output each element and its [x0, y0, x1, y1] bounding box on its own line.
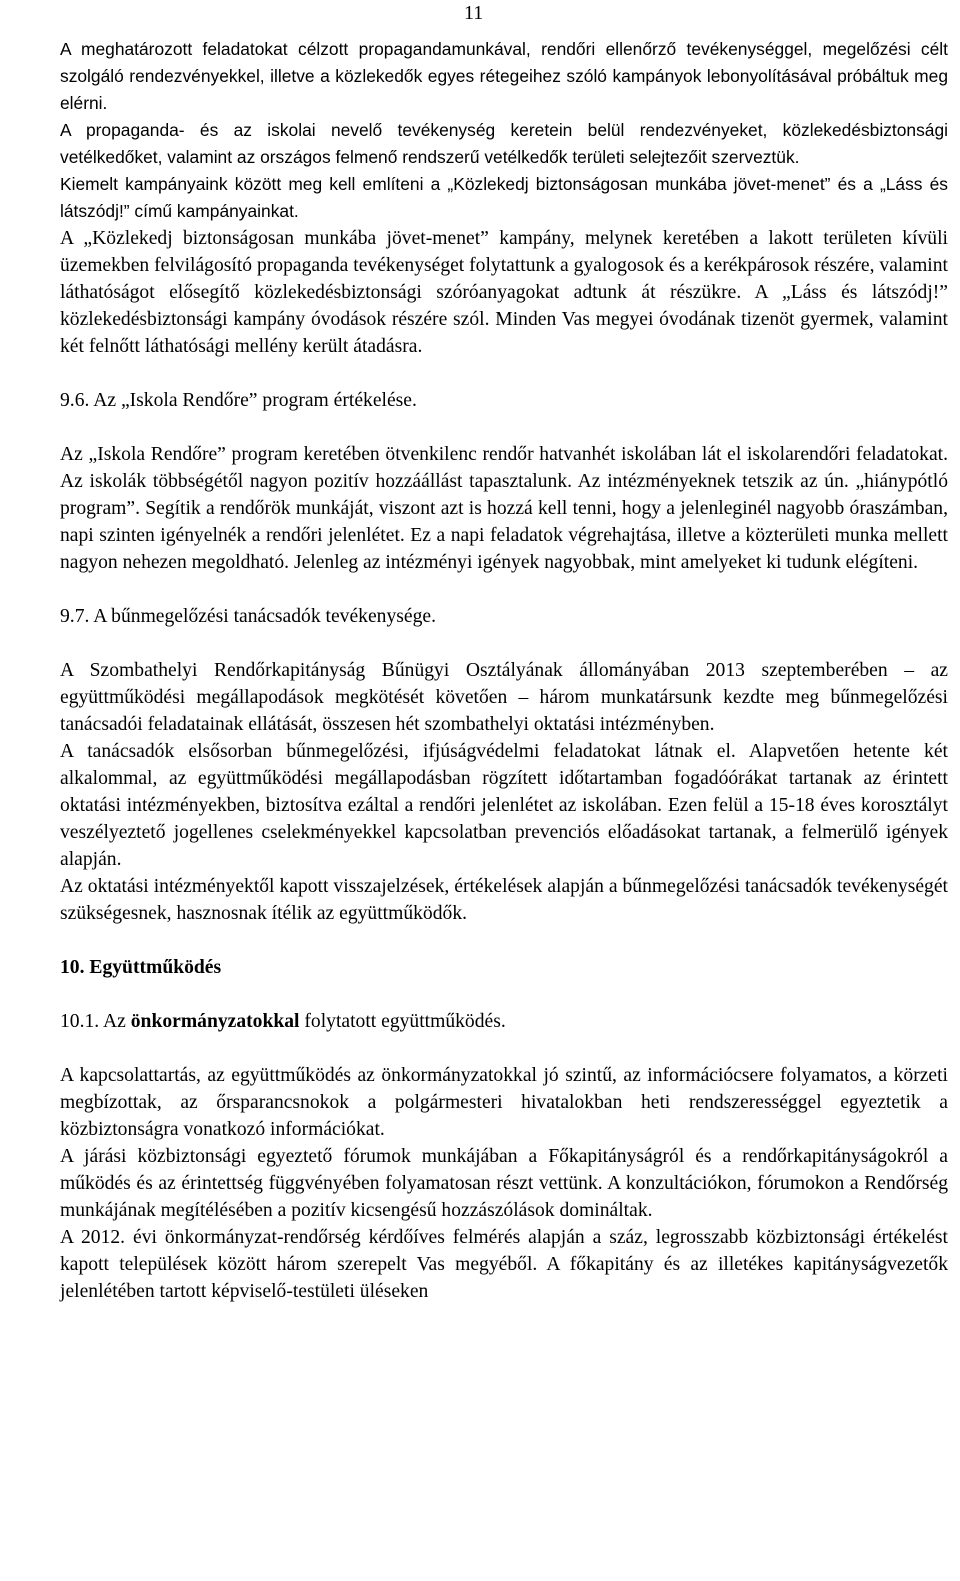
paragraph-propaganda-events: A propaganda- és az iskolai nevelő tevékenység keretein belül rendezvényeket, közlekedésbiztonsági vetélkedőket, valamint az országos felmenő rendszerű vetélkedők területi selejtezőit szerveztük.: [60, 120, 948, 167]
section-10: [60, 954, 948, 981]
section-heading-9-7: 9.7. A bűnmegelőzési tanácsadók tevékenysége.: [60, 606, 436, 627]
section-10-1: [60, 1008, 948, 1305]
section-heading-10-1: [60, 1008, 948, 1035]
paragraph-survey: A 2012. évi önkormányzat-rendőrség kérdőíves felmérés alapján a száz, legrosszabb közbiztonsági értékelést kapott települések között három szerepelt Vas megyéből. A főkapitány és az illetékes kapitányságvezetők jelenlétében tartott képviselő-testületi üléseken: [60, 1227, 948, 1302]
page-content: [60, 36, 948, 1305]
spacer: [60, 981, 948, 1008]
section-heading-9-6: 9.6. Az „Iskola Rendőre” program értékelése.: [60, 390, 417, 411]
section-heading-10: [60, 954, 948, 981]
paragraph-contact: A kapcsolattartás, az együttműködés az önkormányzatokkal jó szintű, az információcsere folyamatos, a körzeti megbízottak, az őrsparancsnokok a polgármesteri hivatalokban heti rendszerességgel egyeztetik a közbiztonságra vonatkozó információkat.: [60, 1065, 948, 1140]
heading-prefix: 10.1. Az: [60, 1011, 131, 1032]
paragraph-campaign-goals: A meghatározott feladatokat célzott propagandamunkával, rendőri ellenőrző tevékenységgel, megelőzési célt szolgáló rendezvényekkel, illetve a közlekedők egyes rétegeihez szóló kampányok lebonyolításával próbáltuk meg elérni.: [60, 39, 948, 113]
campaigns-block: [60, 36, 948, 360]
paragraph-featured-campaigns: Kiemelt kampányaink között meg kell említeni a „Közlekedj biztonságosan munkába jövet-menet” és a „Láss és látszódj!” című kampányainkat.: [60, 174, 948, 221]
section-9-6: [60, 387, 948, 576]
page-number: 11: [464, 2, 484, 24]
paragraph-school-police: Az „Iskola Rendőre” program keretében ötvenkilenc rendőr hatvanhét iskolában lát el iskolarendőri feladatokat. Az iskolák többségétől nagyon pozitív hozzáállást tapasztalunk. Az intézményeknek tetszik az ún. „hiánypótló program”. Segítik a rendőrök munkáját, viszont azt is hozzá kell tenni, hogy a jelenleginél nagyobb óraszámban, napi szinten igényelnék a rendőri jelenlétet. Ez a napi feladatok végrehajtása, illetve a közterületi munka mellett nagyon nehezen megoldható. Jelenleg az intézményi igények nagyobbak, mint amelyeket ki tudunk elégíteni.: [60, 444, 948, 573]
paragraph-advisors-tasks: A tanácsadók elsősorban bűnmegelőzési, ifjúságvédelmi feladatokat látnak el. Alapvetően hetente két alkalommal, az együttműködési megállapodásban rögzített időtartamban fogadóórákat tartanak az érintett oktatási intézményekben, biztosítva ezáltal a rendőri jelenlétet az iskolában. Ezen felül a 15-18 éves korosztályt veszélyeztető jogellenes cselekményekkel kapcsolatban prevenciós előadásokat tartanak, a felmerülő igények alapján.: [60, 741, 948, 870]
paragraph-campaign-detail: A „Közlekedj biztonságosan munkába jövet-menet” kampány, melynek keretében a lakott területen kívüli üzemekben felvilágosító propaganda tevékenységet folytattunk a gyalogosok és a kerékpárosok részére, valamint láthatóságot elősegítő közlekedésbiztonsági szóróanyagokat adtunk át részükre. A „Láss és látszódj!” közlekedésbiztonsági kampány óvodások részére szól. Minden Vas megyei óvodának tizenöt gyermek, valamint két felnőtt láthatósági mellény került átadásra.: [60, 228, 948, 357]
spacer: [60, 360, 948, 387]
spacer: [60, 576, 948, 603]
spacer: [60, 1035, 948, 1062]
heading-emphasis: önkormányzatokkal: [130, 1011, 300, 1032]
section-9-7: [60, 603, 948, 927]
spacer: [60, 630, 948, 657]
spacer: [60, 414, 948, 441]
spacer: [60, 927, 948, 954]
heading-suffix: folytatott együttműködés.: [299, 1011, 506, 1032]
section-heading-10-text: 10. Együttműködés: [60, 957, 222, 978]
paragraph-forums: A járási közbiztonsági egyeztető fórumok munkájában a Főkapitányságról és a rendőrkapitányságokról a működés és az érintettség függvényében folyamatosan részt vettünk. A konzultációkon, fórumokon a Rendőrség munkájának megítélésében a pozitív kicsengésű hozzászólások domináltak.: [60, 1146, 948, 1221]
paragraph-advisors-feedback: Az oktatási intézményektől kapott visszajelzések, értékelések alapján a bűnmegelőzési tanácsadók tevékenységét szükségesnek, hasznosnak ítélik az együttműködők.: [60, 876, 948, 924]
paragraph-advisors-start: A Szombathelyi Rendőrkapitányság Bűnügyi Osztályának állományában 2013 szeptemberében – az együttműködési megállapodások megkötését követően – három munkatársunk kezdte meg bűnmegelőzési tanácsadói feladatainak ellátását, összesen hét szombathelyi oktatási intézményben.: [60, 660, 948, 735]
